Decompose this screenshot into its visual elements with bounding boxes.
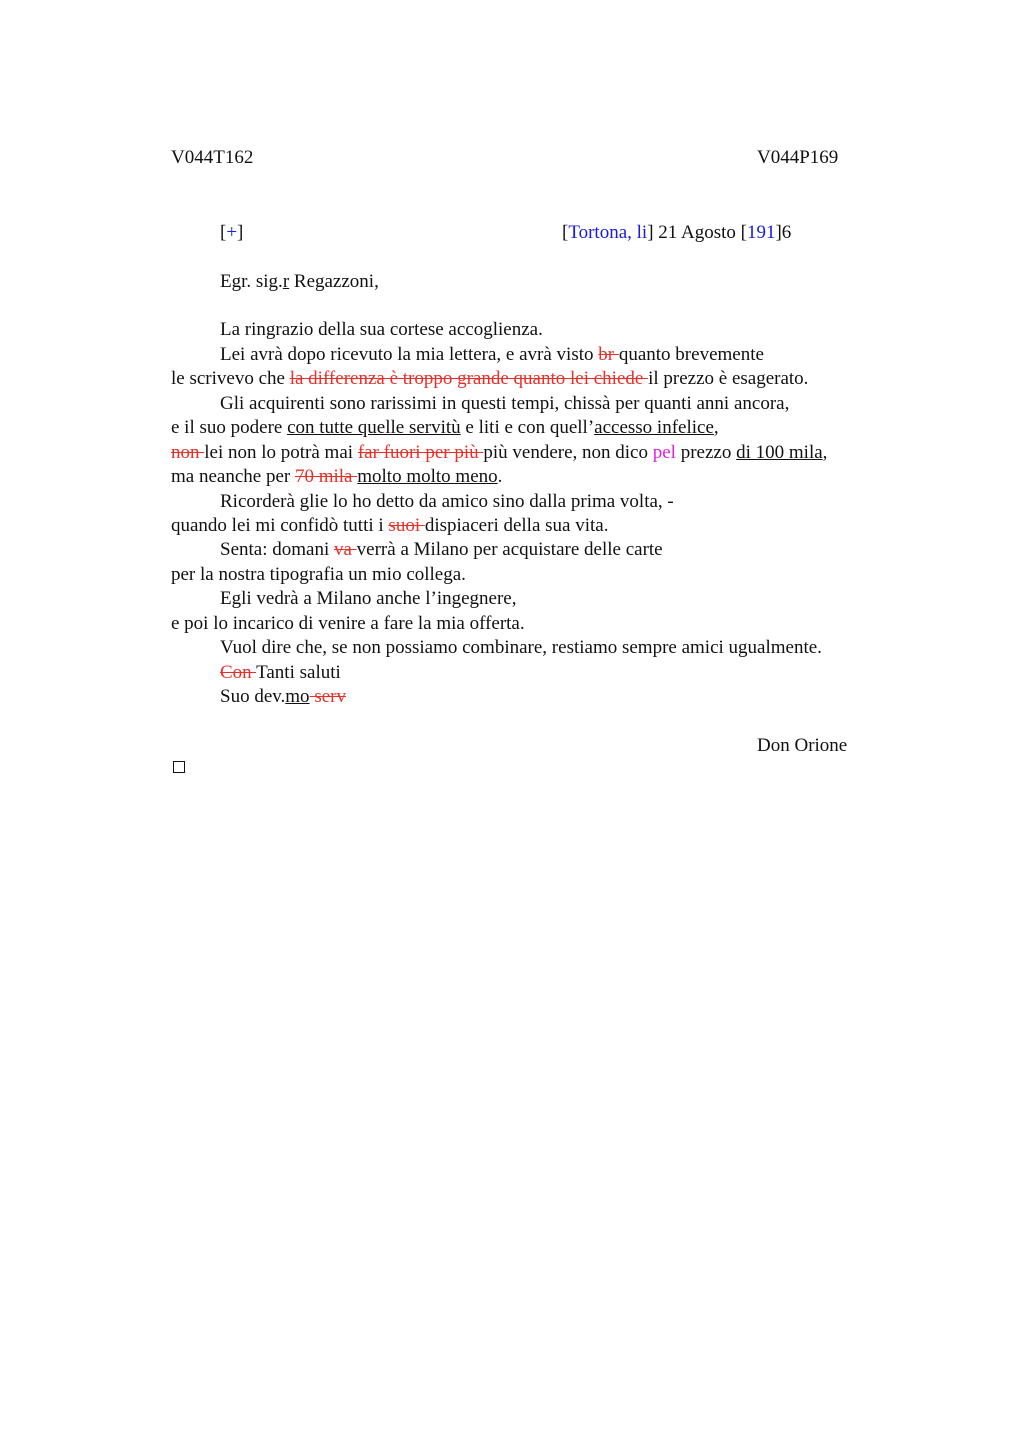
body-line-13 [171,612,525,636]
left-code: V044T162 [171,147,254,168]
text: e il suo podere [171,417,288,438]
body-line-1 [220,318,543,342]
text: quando lei mi confidò tutti i [171,515,389,536]
text: . [497,466,503,487]
text: e poi lo incarico di venire a fare la mia offerta. [171,613,525,634]
body-line-11 [171,563,466,587]
deletion: la differenza è troppo grande quanto lei chiede [289,368,649,389]
salutation [220,270,379,294]
dateline [562,221,791,245]
closing-signature-line [220,685,346,709]
body-line-6 [171,441,827,465]
year-prefix: 191 [746,222,776,243]
text: , [822,442,828,463]
underlined-text: di 100 mila [736,442,823,463]
salutation-start: Egr. sig. [220,271,283,292]
deletion: suoi [388,515,425,536]
deletion: br [598,344,619,365]
right-code: V044P169 [757,147,839,168]
body-line-4 [220,392,789,416]
text: verrà a Milano per acquistare delle carte [356,539,663,560]
body-line-2 [220,343,764,367]
text: , [713,417,719,438]
deletion: far fuori per più [357,442,484,463]
recipient-name: Regazzoni, [289,271,379,292]
text: Tanti saluti [256,662,341,683]
body-line-10 [220,538,663,562]
text: lei non lo potrà mai [204,442,358,463]
text: Gli acquirenti sono rarissimi in questi tempi, chissà per quanti anni ancora, [220,393,790,414]
text: Senta: domani [220,539,334,560]
bracket-close: ] [237,222,244,243]
bracket-open: [ [220,222,227,243]
cross-symbol: + [226,222,238,243]
body-line-5 [171,416,719,440]
text: più vendere, non dico [483,442,653,463]
text: dispiaceri della sua vita. [424,515,609,536]
body-line-14 [220,636,822,660]
year-suffix: ]6 [775,222,792,243]
signature: Don Orione [757,735,848,756]
salutation-abbrev: r [282,271,290,292]
text: Egli vedrà a Milano anche l’ingegnere, [220,588,517,609]
deletion: non [171,442,205,463]
date-text: ] 21 Agosto [ [647,222,747,243]
text: La ringrazio della sua cortese accoglienza. [220,319,543,340]
text: ma neanche per [171,466,295,487]
deletion: 70 mila [294,466,358,487]
text: Suo dev. [220,686,286,707]
text: per la nostra tipografia un mio collega. [171,564,466,585]
end-marker-square-icon [173,761,185,773]
text: le scrivevo che [171,368,290,389]
place-name: Tortona, li [568,222,648,243]
text: e liti e con quell’ [460,417,595,438]
deletion: serv [309,686,346,707]
text: quanto brevemente [618,344,764,365]
closing-line [220,661,341,685]
body-line-7 [171,465,502,489]
cross-mark [220,221,243,245]
text: Ricorderà glie lo ho detto da amico sino dalla prima volta, - [220,491,674,512]
body-line-3 [171,367,808,391]
body-line-9 [171,514,608,538]
deletion: Con [220,662,257,683]
underlined-text: accesso infelice [594,417,714,438]
underlined-text: mo [285,686,310,707]
underlined-text: molto molto meno [357,466,498,487]
deletion: va [333,539,357,560]
text: il prezzo è esagerato. [648,368,809,389]
editorial-insert: pel [652,442,676,463]
place-bracket-open: [ [562,222,569,243]
text: Vuol dire che, se non possiamo combinare, restiamo sempre amici ugualmente. [220,637,822,658]
underlined-text: con tutte quelle servitù [287,417,461,438]
text: prezzo [675,442,737,463]
body-line-8 [220,490,674,514]
text: Lei avrà dopo ricevuto la mia lettera, e avrà visto [220,344,599,365]
body-line-12 [220,587,517,611]
